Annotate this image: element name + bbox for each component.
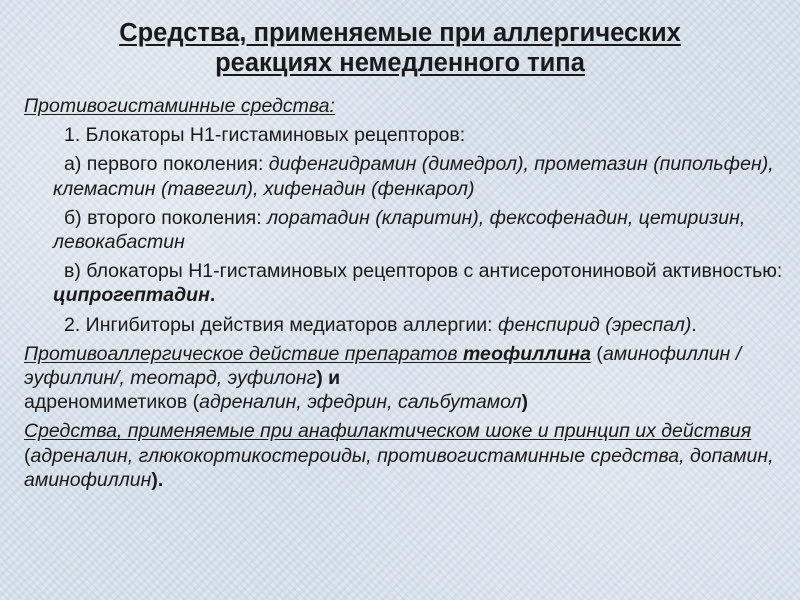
item-antiserotonin-label: в) блокаторы Н1-гистаминовых рецепторов с антисеротониновой активностью: bbox=[64, 260, 783, 283]
theophylline-word: теофиллина bbox=[462, 342, 592, 365]
anaphylaxis-list: адреналин, глюкокортикостероиды, противогистаминные средства, допамин, аминофиллин bbox=[24, 444, 774, 491]
title-line-1: Средства, применяемые при аллергических bbox=[119, 19, 681, 47]
item-second-generation bbox=[24, 206, 784, 254]
adrenomimetics-label: адреномиметиков ( bbox=[24, 391, 200, 414]
item-antiserotonin-drug: ципрогептадин bbox=[53, 284, 210, 307]
item-mediator-inhibitors-end: . bbox=[691, 313, 697, 336]
item-h1-blockers: 1. Блокаторы Н1-гистаминовых рецепторов: bbox=[64, 124, 466, 147]
anaphylaxis-heading: Средства, применяемые при анафилактическом шоке и принцип их действия bbox=[24, 420, 752, 443]
anaphylaxis-paragraph bbox=[24, 419, 784, 492]
theophylline-list: аминофиллин /эуфиллин/, теотард, эуфилонг bbox=[24, 342, 742, 390]
item-second-generation-drugs: лоратадин (кларитин), фексофенадин, цетиризин, левокабастин bbox=[53, 206, 746, 254]
anaphylaxis-open: ( bbox=[24, 444, 31, 467]
theophylline-paragraph bbox=[24, 342, 784, 415]
slide-title bbox=[20, 18, 780, 78]
slide-body bbox=[24, 94, 784, 492]
theophylline-heading: Противоаллергическое действие препаратов bbox=[24, 342, 463, 365]
item-mediator-inhibitors-drug: фенспирид (эреспал) bbox=[497, 313, 692, 336]
item-antiserotonin-end: . bbox=[209, 284, 216, 307]
item-second-generation-label: б) второго поколения: bbox=[64, 206, 268, 229]
item-antiserotonin bbox=[24, 259, 784, 307]
adrenomimetics-close: ) bbox=[521, 391, 529, 414]
adrenomimetics-list: адреналин, эфедрин, сальбутамол bbox=[199, 391, 522, 414]
title-line-2: реакциях немедленного типа bbox=[215, 49, 585, 77]
item-first-generation-label: а) первого поколения: bbox=[64, 153, 269, 176]
item-first-generation bbox=[24, 152, 784, 200]
anaphylaxis-close: ). bbox=[151, 468, 164, 491]
theophylline-close: ) и bbox=[316, 367, 341, 390]
item-mediator-inhibitors-label: 2. Ингибиторы действия медиаторов аллергии: bbox=[64, 313, 498, 336]
item-first-generation-drugs: дифенгидрамин (димедрол), прометазин (пипольфен), клемастин (тавегил), хифенадин (фенкарол) bbox=[53, 153, 774, 200]
theophylline-open: ( bbox=[591, 342, 603, 365]
antihistamine-heading: Противогистаминные средства: bbox=[24, 95, 335, 117]
item-mediator-inhibitors bbox=[24, 313, 784, 337]
